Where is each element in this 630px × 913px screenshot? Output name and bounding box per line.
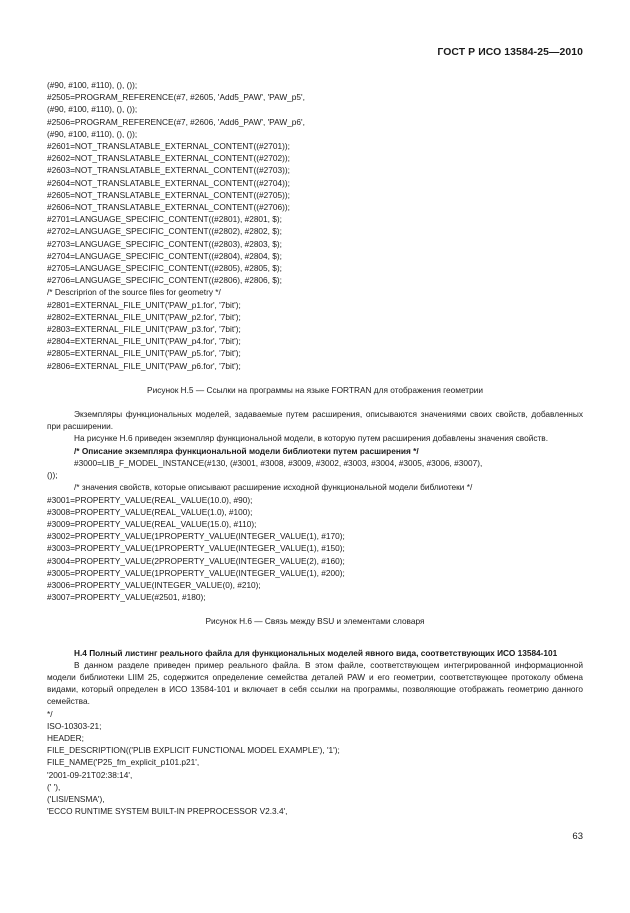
comment-property-values: /* значения свойств, которые описывают расширение исходной функциональной модели библиотеки */ (74, 482, 473, 493)
code-line: #2806=EXTERNAL_FILE_UNIT('PAW_p6.for', '7bit'); (47, 360, 241, 371)
code-line: FILE_NAME('P25_fm_explicit_p101.p21', (47, 757, 200, 768)
code-listing-property-values (47, 494, 583, 604)
paragraph-figure-h6-intro: На рисунке Н.6 приведен экземпляр функциональной модели, в которую путем расширения добавлены значения свойств. (74, 433, 549, 444)
code-line: HEADER; (47, 732, 84, 743)
code-line: (' '), (47, 781, 61, 792)
page-number: 63 (572, 831, 583, 842)
code-line: #3007=PROPERTY_VALUE(#2501, #180); (47, 592, 206, 603)
code-line-instance-cont: ()); (47, 470, 58, 481)
document-header-title: ГОСТ Р ИСО 13584-25—2010 (437, 47, 583, 58)
code-line: /* Descriprion of the source files for geometry */ (47, 287, 221, 298)
code-line: #3006=PROPERTY_VALUE(INTEGER_VALUE(0), #210); (47, 579, 261, 590)
code-line: 'ECCO RUNTIME SYSTEM BUILT-IN PREPROCESSOR V2.3.4', (47, 806, 288, 817)
code-line: #2601=NOT_TRANSLATABLE_EXTERNAL_CONTENT((#2701)); (47, 141, 290, 152)
code-line: (#90, #100, #110), (), ()); (47, 80, 138, 90)
code-line: #3002=PROPERTY_VALUE(1PROPERTY_VALUE(INTEGER_VALUE(1), #170); (47, 531, 345, 542)
code-line: #2604=NOT_TRANSLATABLE_EXTERNAL_CONTENT((#2704)); (47, 177, 290, 188)
code-line: #2701=LANGUAGE_SPECIFIC_CONTENT((#2801), #2801, $); (47, 214, 282, 225)
code-line-instance: #3000=LIB_F_MODEL_INSTANCE(#130, (#3001, #3008, #3009, #3002, #3003, #3004, #3005, #3006, #3007), (74, 457, 483, 468)
section-heading-h4: Н.4 Полный листинг реального файла для функциональных моделей явного вида, соответствующих ИСО 13584-101 (74, 647, 558, 658)
code-line: #2802=EXTERNAL_FILE_UNIT('PAW_p2.for', '7bit'); (47, 311, 241, 322)
code-line: ('LISI/ENSMA'), (47, 793, 105, 804)
code-line: #2606=NOT_TRANSLATABLE_EXTERNAL_CONTENT((#2706)); (47, 202, 290, 213)
code-line: #3003=PROPERTY_VALUE(1PROPERTY_VALUE(INTEGER_VALUE(1), #150); (47, 543, 345, 554)
code-line: #2704=LANGUAGE_SPECIFIC_CONTENT((#2804), #2804, $); (47, 250, 282, 261)
code-line: #2505=PROGRAM_REFERENCE(#7, #2605, 'Add5_PAW', 'PAW_p5', (47, 92, 305, 103)
code-line: FILE_DESCRIPTION(('PLIB EXPLICIT FUNCTIONAL MODEL EXAMPLE'), '1'); (47, 745, 340, 756)
code-line: #3001=PROPERTY_VALUE(REAL_VALUE(10.0), #90); (47, 494, 253, 505)
code-line: #2506=PROGRAM_REFERENCE(#7, #2606, 'Add6_PAW', 'PAW_p6', (47, 116, 305, 127)
code-line: #3005=PROPERTY_VALUE(1PROPERTY_VALUE(INTEGER_VALUE(1), #200); (47, 567, 345, 578)
code-line: #3004=PROPERTY_VALUE(2PROPERTY_VALUE(INTEGER_VALUE(2), #160); (47, 555, 345, 566)
code-line: #3008=PROPERTY_VALUE(REAL_VALUE(1.0), #100); (47, 506, 253, 517)
code-line: '2001-09-21T02:38:14', (47, 769, 133, 780)
code-line: #2605=NOT_TRANSLATABLE_EXTERNAL_CONTENT((#2705)); (47, 189, 290, 200)
page-content (47, 79, 583, 817)
code-line: #2801=EXTERNAL_FILE_UNIT('PAW_p1.for', '7bit'); (47, 299, 241, 310)
code-line: #3009=PROPERTY_VALUE(REAL_VALUE(15.0), #110); (47, 518, 257, 529)
code-line: (#90, #100, #110), (), ()); (47, 128, 138, 139)
code-line: #2602=NOT_TRANSLATABLE_EXTERNAL_CONTENT((#2702)); (47, 153, 290, 164)
figure-caption-h6: Рисунок Н.6 — Связь между BSU и элементами словаря (205, 616, 425, 627)
code-line: #2804=EXTERNAL_FILE_UNIT('PAW_p4.for', '7bit'); (47, 336, 241, 347)
code-listing-step-file (47, 708, 583, 818)
paragraph-extension-instances: Экземпляры функциональных моделей, задаваемые путем расширения, описываются значениями своих свойств, добавленных при расширении. (47, 409, 583, 432)
code-line: #2706=LANGUAGE_SPECIFIC_CONTENT((#2806), #2806, $); (47, 275, 282, 286)
code-line: #2702=LANGUAGE_SPECIFIC_CONTENT((#2802), #2802, $); (47, 226, 282, 237)
code-listing-fortran-references (47, 79, 583, 372)
code-line: (#90, #100, #110), (), ()); (47, 104, 138, 115)
code-line: ISO-10303-21; (47, 720, 102, 731)
comment-instance-description: /* Описание экземпляра функциональной модели библиотеки путем расширения */ (74, 445, 419, 456)
code-line: #2803=EXTERNAL_FILE_UNIT('PAW_p3.for', '7bit'); (47, 324, 241, 335)
code-line: #2805=EXTERNAL_FILE_UNIT('PAW_p5.for', '7bit'); (47, 348, 241, 359)
paragraph-real-file-example: В данном разделе приведен пример реального файла. В этом файле, соответствующем интегрированной информационной модели библиотеки LIIM 25, содержится определение семейства деталей PAW и его геометрии, соответствующее протоколу обмена видами, который определен в ИСО 13584-101 и включает в себя ссылки на программы, позволяющие отображать геометрию данного семейства. (47, 659, 583, 707)
code-line: #2703=LANGUAGE_SPECIFIC_CONTENT((#2803), #2803, $); (47, 238, 282, 249)
code-line: */ (47, 708, 53, 719)
figure-caption-h5: Рисунок Н.5 — Ссылки на программы на языке FORTRAN для отображения геометрии (147, 384, 483, 395)
code-line: #2705=LANGUAGE_SPECIFIC_CONTENT((#2805), #2805, $); (47, 263, 282, 274)
code-line: #2603=NOT_TRANSLATABLE_EXTERNAL_CONTENT((#2703)); (47, 165, 290, 176)
